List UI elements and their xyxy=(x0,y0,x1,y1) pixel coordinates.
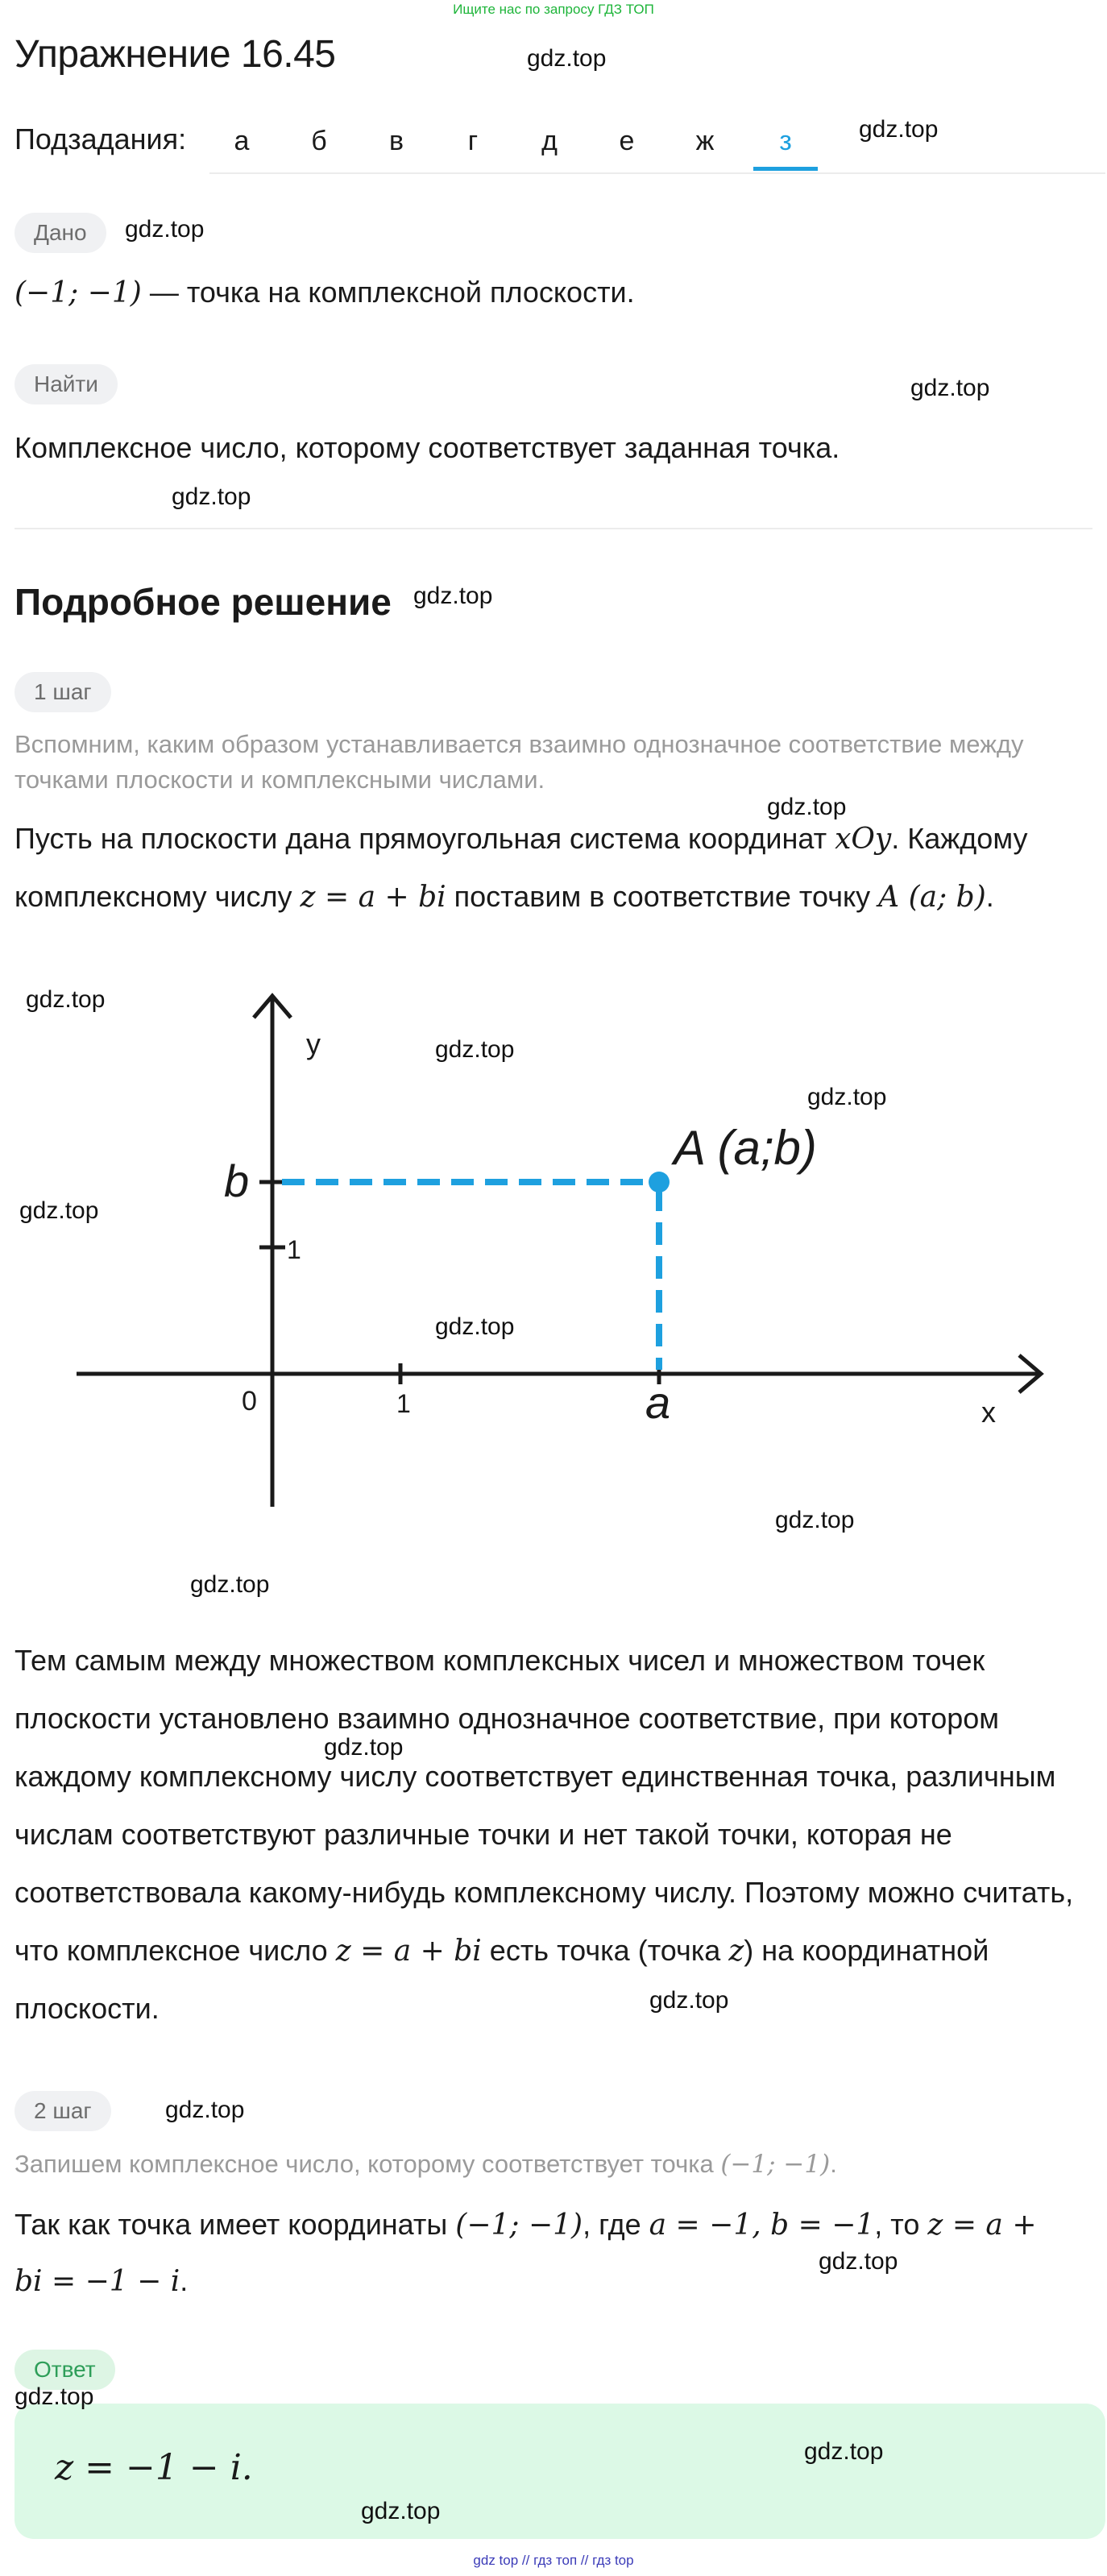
watermark: gdz.top xyxy=(804,2438,884,2465)
step1-line2-text: комплексному числу xyxy=(15,880,301,913)
step1-hint: Вспомним, каким образом устанавливается взаимно однозначное соответствие между точками плоскости и комплексными числами. xyxy=(15,730,1024,794)
explanation-line-3: каждому комплексному числу соответствует единственная точка, различным xyxy=(15,1760,1056,1793)
explanation-line-5: соответствовала какому-нибудь комплексному числу. Поэтому можно считать, xyxy=(15,1876,1074,1909)
step1-line1-end: . Каждому xyxy=(891,822,1028,855)
given-badge: Дано xyxy=(15,213,106,253)
explanation-line-1: Тем самым между множеством комплексных чисел и множеством точек xyxy=(15,1644,985,1677)
find-badge: Найти xyxy=(15,364,118,404)
subtasks-label: Подзадания: xyxy=(15,122,187,156)
step2-hint xyxy=(15,2147,1094,2182)
step2-hint-end: . xyxy=(830,2150,837,2178)
watermark: gdz.top xyxy=(172,483,251,510)
step2-hint-text: Запишем комплексное число, которому соответствует точка xyxy=(15,2150,721,2178)
watermark: gdz.top xyxy=(125,216,205,243)
answer-badge: Ответ xyxy=(15,2350,115,2390)
step2-line1 xyxy=(15,2208,1037,2242)
step2-z-math: z = a + xyxy=(927,2209,1037,2242)
tab-e[interactable]: е xyxy=(619,126,635,156)
z-formula-math: z = a + bi xyxy=(300,881,446,914)
tab-d[interactable]: д xyxy=(541,126,558,156)
watermark: gdz.top xyxy=(649,1987,729,2014)
step2-line1-then: , то xyxy=(874,2208,928,2241)
y-one-label: 1 xyxy=(287,1235,301,1264)
watermark: gdz.top xyxy=(15,2383,94,2410)
point-a-dot xyxy=(649,1172,670,1193)
b-label: b xyxy=(224,1155,250,1206)
step2-line2 xyxy=(15,2264,188,2298)
step2-line1-where: , где xyxy=(583,2208,649,2241)
x-one-label: 1 xyxy=(396,1389,411,1418)
tab-z[interactable]: з xyxy=(753,113,818,171)
origin-label: 0 xyxy=(242,1386,257,1417)
watermark: gdz.top xyxy=(435,1036,515,1063)
explanation-line-4: числам соответствуют различные точки и нет такой точки, которая не xyxy=(15,1818,952,1851)
step1-line1 xyxy=(15,822,1027,856)
divider xyxy=(15,528,1092,529)
tab-b[interactable]: б xyxy=(311,126,327,156)
watermark: gdz.top xyxy=(190,1571,270,1598)
watermark: gdz.top xyxy=(767,794,847,820)
point-a-math: A (a; b) xyxy=(878,881,986,914)
step2-ab-math: a = −1, b = −1 xyxy=(649,2209,875,2242)
watermark: gdz.top xyxy=(165,2097,245,2123)
step2-coords-math: (−1; −1) xyxy=(455,2209,583,2242)
watermark: gdz.top xyxy=(859,116,939,143)
watermark: gdz.top xyxy=(324,1734,404,1761)
answer-math: z = −1 − i. xyxy=(55,2447,253,2488)
explanation-line-6-end: ) на координатной xyxy=(744,1934,989,1967)
explanation-line-6 xyxy=(15,1934,989,1968)
top-search-note: Ищите нас по запросу ГДЗ ТОП xyxy=(453,2,654,17)
watermark: gdz.top xyxy=(527,45,607,72)
watermark: gdz.top xyxy=(361,2498,441,2524)
given-description: — точка на комплексной плоскости. xyxy=(141,276,635,309)
tab-v[interactable]: в xyxy=(388,126,404,156)
tab-a[interactable]: а xyxy=(234,126,250,156)
step1-line2 xyxy=(15,880,994,914)
xoy-math: xOy xyxy=(835,823,892,856)
watermark: gdz.top xyxy=(807,1084,887,1110)
a-label: a xyxy=(645,1377,671,1428)
find-text: Комплексное число, которому соответствует заданная точка. xyxy=(15,431,840,464)
step2-line1-text: Так как точка имеет координаты xyxy=(15,2208,456,2241)
bottom-footer-note: gdz top // гдз топ // гдз top xyxy=(473,2553,634,2568)
answer-box xyxy=(15,2404,1105,2539)
step1-line2-end: . xyxy=(985,880,994,913)
watermark: gdz.top xyxy=(19,1197,99,1224)
given-point-math: (−1; −1) xyxy=(15,276,142,309)
z-math: z xyxy=(728,1935,744,1968)
watermark: gdz.top xyxy=(413,583,493,609)
step2-hint-math: (−1; −1) xyxy=(720,2150,831,2179)
watermark: gdz.top xyxy=(910,375,990,401)
step1-line1-text: Пусть на плоскости дана прямоугольная система координат xyxy=(15,822,835,855)
point-a-label: A (a;b) xyxy=(674,1121,817,1175)
step2-result-math: bi = −1 − i xyxy=(15,2265,180,2298)
y-axis-label: y xyxy=(306,1027,321,1060)
watermark: gdz.top xyxy=(775,1507,855,1533)
step1-badge: 1 шаг xyxy=(15,672,111,712)
x-axis-label: x xyxy=(981,1396,996,1429)
watermark: gdz.top xyxy=(819,2248,898,2275)
watermark: gdz.top xyxy=(26,986,106,1013)
watermark: gdz.top xyxy=(435,1313,515,1340)
tab-g[interactable]: г xyxy=(467,126,479,156)
page-title: Упражнение 16.45 xyxy=(15,33,336,76)
explanation-line-7: плоскости. xyxy=(15,1992,160,2025)
explanation-line-2: плоскости установлено взаимно однозначное соответствие, при котором xyxy=(15,1702,1000,1735)
explanation-line-6-text: что комплексное число xyxy=(15,1934,336,1967)
subtask-tabs xyxy=(209,113,1105,174)
step2-badge: 2 шаг xyxy=(15,2091,111,2131)
complex-plane-graph xyxy=(0,967,1107,1547)
explanation-line-6-mid: есть точка (точка xyxy=(481,1934,729,1967)
given-text xyxy=(15,276,635,309)
step2-line2-end: . xyxy=(180,2264,189,2297)
z-formula-math-2: z = a + bi xyxy=(335,1935,482,1968)
solution-title: Подробное решение xyxy=(15,581,392,623)
tab-zh[interactable]: ж xyxy=(695,126,715,156)
step1-line2-mid: поставим в соответствие точку xyxy=(446,880,879,913)
